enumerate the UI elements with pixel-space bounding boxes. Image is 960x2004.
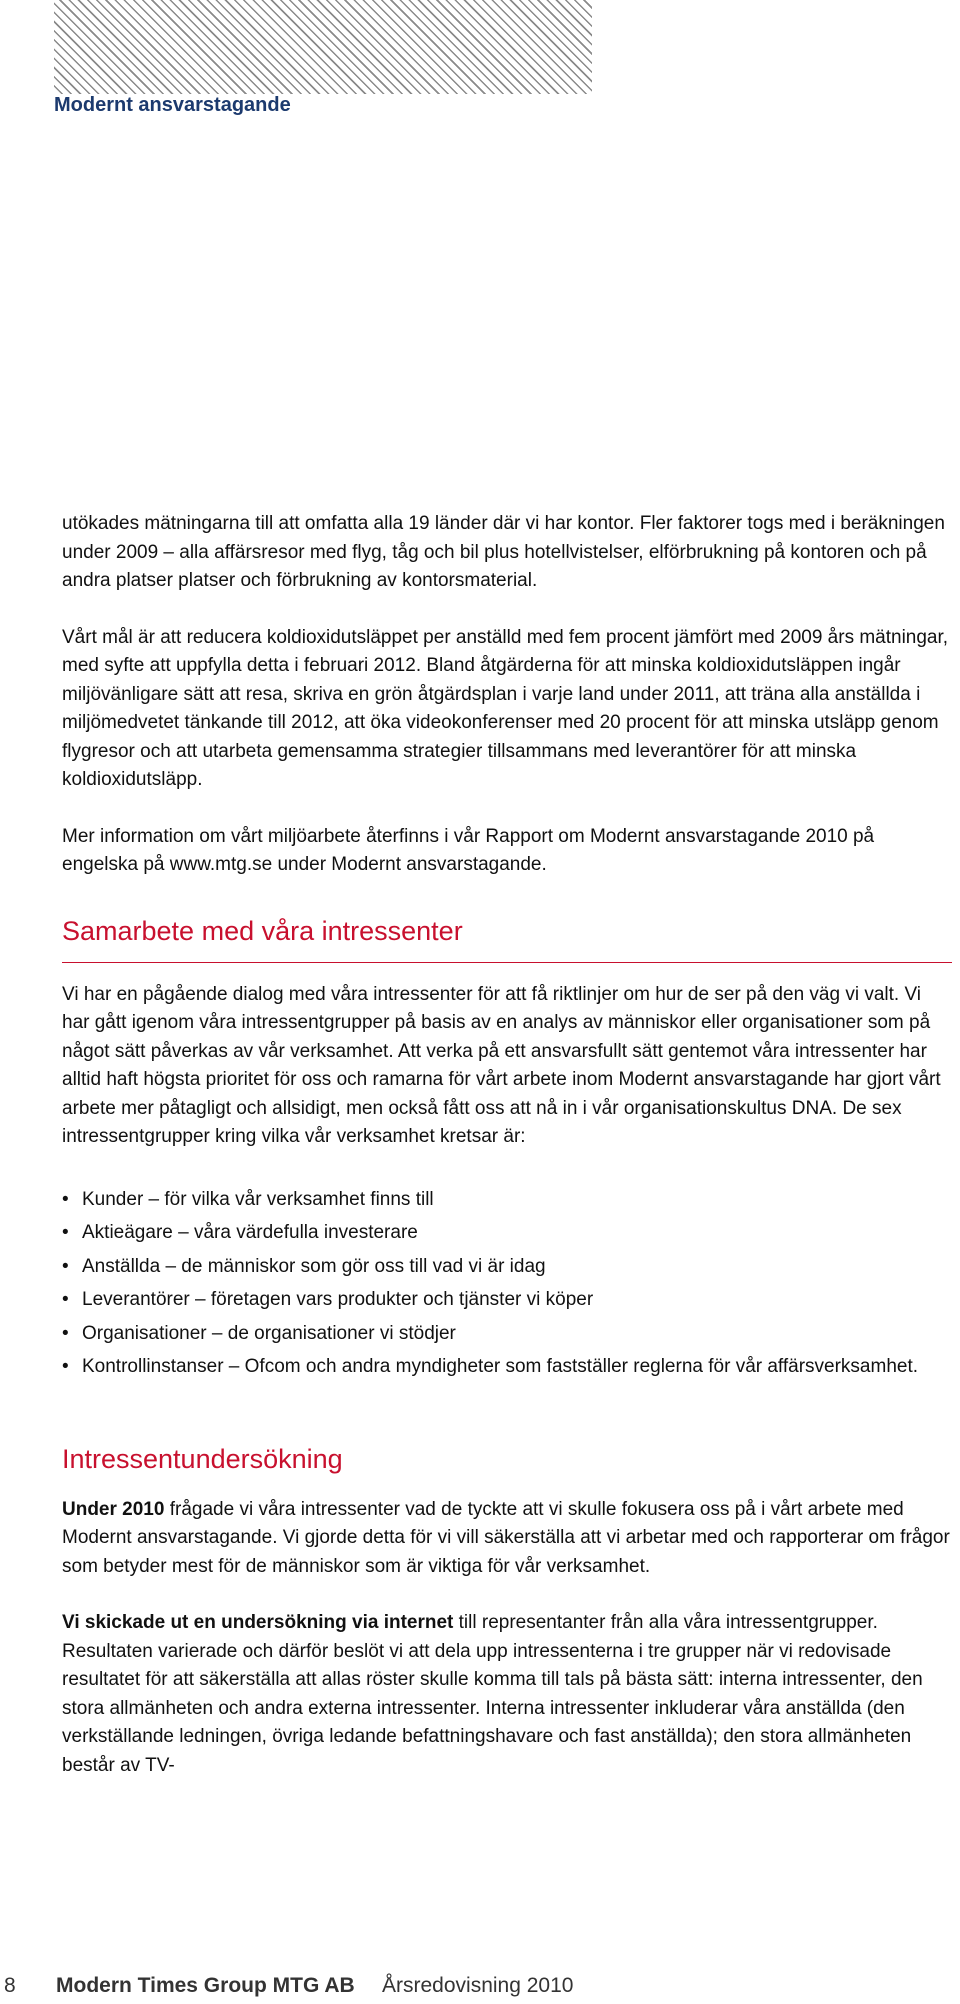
bullet-icon: •	[62, 1322, 69, 1344]
list-item: • Leverantörer – företagen vars produkter och tjänster vi köper	[62, 1286, 952, 1315]
paragraph-emissions-goal: Vårt mål är att reducera koldioxidutsläppet per anställd med fem procent jämfört med 2009 års mätningar, med syfte att uppfylla detta i februari 2012. Bland åtgärderna för att minska koldioxidutsläppen ingår miljövänligare sätt att resa, skriva en grön åtgärdsplan i varje land under 2011, att träna alla anställda i miljömedvetet tänkande till 2012, att öka videokonferenser med 20 procent för att minska utsläpp genom flygresor och att utarbeta gemensamma strategier tillsammans med leverantörer för att minska koldioxidutsläpp.	[62, 626, 949, 790]
list-item: • Kunder – för vilka vår verksamhet finns till	[62, 1186, 952, 1215]
bullet-icon: •	[62, 1289, 69, 1310]
bullet-icon: •	[62, 1356, 69, 1377]
bullet-icon: •	[62, 1222, 69, 1243]
footer-report-title: Årsredovisning 2010	[382, 1974, 574, 1997]
paragraph-emissions-scope: utökades mätningarna till att omfatta alla 19 länder där vi har kontor. Fler faktorer togs med i beräkningen under 2009 – alla affärsresor med flyg, tåg och bil plus hotellvistelser, elförbrukning på kontoren och på andra platser platser och förbrukning av kontorsmaterial.	[62, 513, 945, 591]
paragraph-survey-intro: Under 2010 frågade vi våra intressenter vad de tyckte att vi skulle fokusera oss på i vårt arbete med Modernt ansvarstagande. Vi gjorde detta för vi vill säkerställa att vi arbetar med och rapporterar om frågor som betyder mest för de människor som är viktiga för vår verksamhet.	[62, 1498, 950, 1577]
page-number: 8	[4, 1974, 16, 1997]
list-item: • Aktieägare – våra värdefulla investerare	[62, 1219, 952, 1248]
page-content	[62, 510, 952, 1780]
paragraph-stakeholder-dialog: Vi har en pågående dialog med våra intressenter för att få riktlinjer om hur de ser på den väg vi valt. Vi har gått igenom våra intressentgrupper på basis av en analys av människor eller organisationer som på något sätt påverkas av vår verksamhet. Att verka på ett ansvarsfullt sätt gentemot våra intressenter har alltid haft högsta prioritet för oss och ramarna för vårt arbete inom Modernt ansvarstagande har gjort vårt arbete mer påtagligt och allsidigt, men också fått oss att nå in i vår organisationskultus DNA. De sex intressentgrupper kring vilka vår verksamhet kretsar är:	[62, 983, 941, 1147]
heading-stakeholder-survey: Intressentundersökning	[62, 1443, 343, 1474]
paragraph-survey-method: Vi skickade ut en undersökning via internet till representanter från alla våra intressentgrupper. Resultaten varierade och därför beslöt vi att dela upp intressenterna i tre grupper när vi redovisade resultatet för att säkerställa att allas röster skulle komma till tals på bästa sätt: interna intressenter, den stora allmänheten och andra externa intressenter. Interna intressenter inkluderar våra anställda (den verkställande ledningen, övriga ledande befattningshavare och fast anställda); den stora allmänheten består av TV-	[62, 1612, 923, 1776]
footer-company: Modern Times Group MTG AB	[56, 1974, 355, 1997]
heading-divider	[62, 962, 952, 963]
bullet-icon: •	[62, 1255, 69, 1277]
paragraph-more-info: Mer information om vårt miljöarbete återfinns i vår Rapport om Modernt ansvarstagande 2010 på engelska på www.mtg.se under Modernt ansvarstagande.	[62, 825, 875, 875]
stakeholder-list	[62, 1186, 952, 1382]
list-item: • Kontrollinstanser – Ofcom och andra myndigheter som fastställer reglerna för vår affärsverksamhet.	[62, 1353, 952, 1382]
section-label: Modernt ansvarstagande	[54, 94, 291, 116]
header-hatch-pattern	[54, 0, 592, 94]
bullet-icon: •	[62, 1188, 69, 1210]
list-item: • Organisationer – de organisationer vi stödjer	[62, 1320, 952, 1349]
heading-stakeholder-cooperation: Samarbete med våra intressenter	[62, 915, 463, 946]
list-item: • Anställda – de människor som gör oss till vad vi är idag	[62, 1253, 952, 1282]
